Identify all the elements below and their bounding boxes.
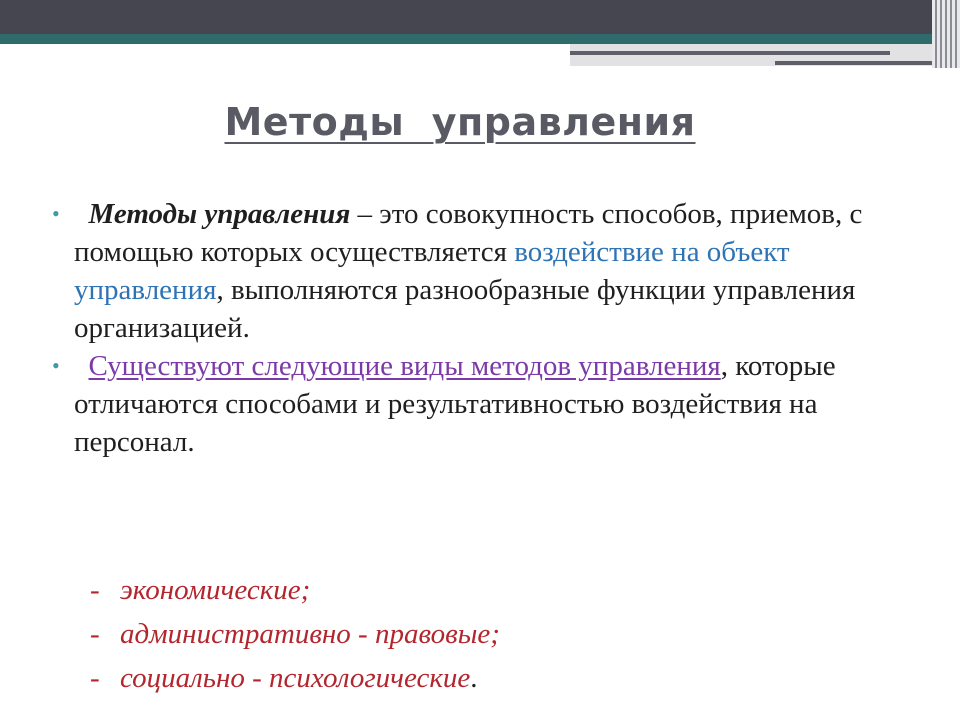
- type-administrative-legal: [90, 612, 500, 656]
- definition-text-end: , выполняются разнообразные функции управления организацией.: [74, 274, 856, 344]
- header-line-upper: [570, 51, 890, 55]
- dash-marker: -: [90, 618, 100, 650]
- type-social-psychological: [90, 656, 500, 700]
- definition-term: Методы управления: [88, 198, 351, 230]
- type-label: административно - правовые;: [120, 618, 500, 650]
- slide-body: [52, 195, 932, 461]
- definition-text: – это совокупность способов, приемов, с помощью которых осуществляется: [74, 198, 863, 268]
- header-bar-dark: [0, 0, 960, 34]
- types-list: [90, 568, 500, 700]
- type-period: .: [470, 662, 478, 694]
- bullet-types-intro: [52, 347, 932, 461]
- definition-highlight: воздействие на объект управления: [74, 236, 790, 306]
- header-bar-teal: [0, 34, 960, 44]
- header-line-lower: [775, 61, 945, 65]
- type-label: социально - психологические: [120, 662, 471, 694]
- bullet-definition: [52, 195, 932, 347]
- header-stripes: [932, 0, 960, 68]
- dash-marker: -: [90, 574, 100, 606]
- types-link[interactable]: Существуют следующие виды методов управления: [88, 350, 721, 382]
- type-label: экономические;: [120, 574, 311, 606]
- types-intro-text: , которые отличаются способами и результативностью воздействия на персонал.: [74, 350, 836, 458]
- type-economic: [90, 568, 500, 612]
- bullet-icon: •: [52, 353, 60, 378]
- slide-title: Методы управления: [224, 100, 696, 144]
- bullet-icon: •: [52, 201, 60, 226]
- dash-marker: -: [90, 662, 100, 694]
